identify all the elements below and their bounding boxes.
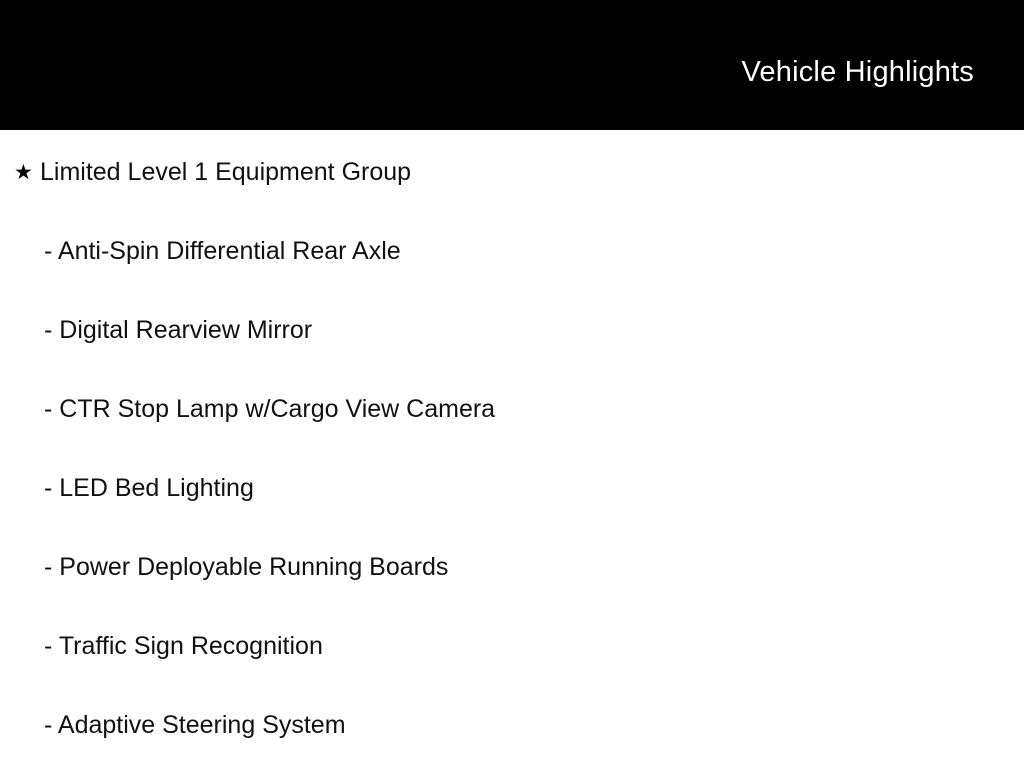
star-icon: ★ — [14, 161, 33, 184]
list-item: - Digital Rearview Mirror — [44, 316, 313, 344]
list-item: - LED Bed Lighting — [44, 474, 254, 502]
list-item: - Power Deployable Running Boards — [44, 553, 449, 581]
highlights-content — [0, 130, 1024, 741]
equipment-group-title: Limited Level 1 Equipment Group — [40, 158, 412, 186]
feature-list — [0, 235, 1024, 741]
page-title: Vehicle Highlights — [741, 55, 974, 88]
equipment-group-row — [0, 156, 1024, 188]
list-item: - Adaptive Steering System — [44, 711, 346, 739]
list-item: - Anti-Spin Differential Rear Axle — [44, 237, 401, 265]
header-bar — [0, 0, 1024, 130]
list-item: - Traffic Sign Recognition — [44, 632, 323, 660]
list-item: - CTR Stop Lamp w/Cargo View Camera — [44, 395, 496, 423]
